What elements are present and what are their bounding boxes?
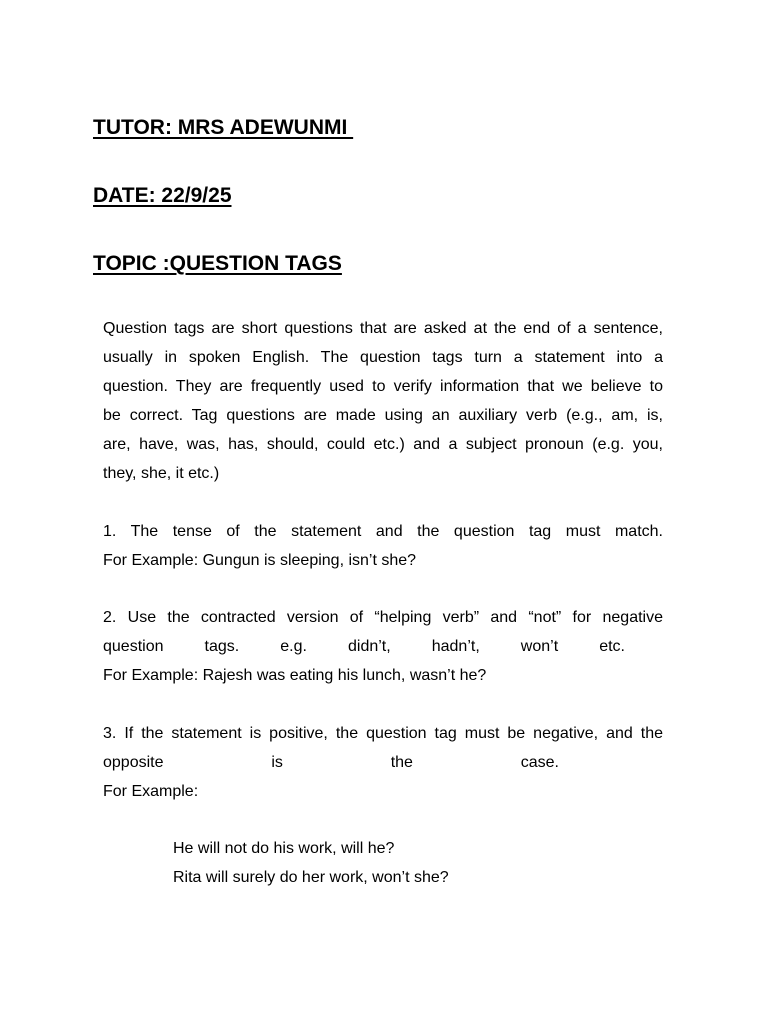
tutor-heading: TUTOR: MRS ADEWUNMI <box>93 116 354 139</box>
rule-1-example: For Example: Gungun is sleeping, isn’t she? <box>103 552 417 569</box>
topic-heading: TOPIC :QUESTION TAGS <box>93 252 342 275</box>
date-heading: DATE: 22/9/25 <box>93 184 232 207</box>
rule-2-statement-cont: question tags. e.g. didn’t, hadn’t, won’t etc. <box>103 638 625 655</box>
intro-line: be correct. Tag questions are made using an auxiliary verb (e.g., am, is, <box>103 407 663 424</box>
rule-3-example-label: For Example: <box>103 783 199 800</box>
rule-1-statement: 1. The tense of the statement and the question tag must match. <box>103 523 663 540</box>
rule-2-example: For Example: Rajesh was eating his lunch, wasn’t he? <box>103 667 487 684</box>
intro-line: Question tags are short questions that are asked at the end of a sentence, <box>103 320 663 337</box>
rule-3-statement: 3. If the statement is positive, the question tag must be negative, and the <box>103 725 663 742</box>
intro-line: usually in spoken English. The question tags turn a statement into a <box>103 349 663 366</box>
rule-3-example: He will not do his work, will he? <box>173 840 395 857</box>
intro-line: are, have, was, has, should, could etc.) and a subject pronoun (e.g. you, <box>103 436 663 453</box>
intro-line: question. They are frequently used to verify information that we believe to <box>103 378 663 395</box>
intro-line: they, she, it etc.) <box>103 465 220 482</box>
rule-2-statement: 2. Use the contracted version of “helping verb” and “not” for negative <box>103 609 663 626</box>
rule-3-statement-cont: opposite is the case. <box>103 754 559 771</box>
rule-3-example: Rita will surely do her work, won’t she? <box>173 869 449 886</box>
